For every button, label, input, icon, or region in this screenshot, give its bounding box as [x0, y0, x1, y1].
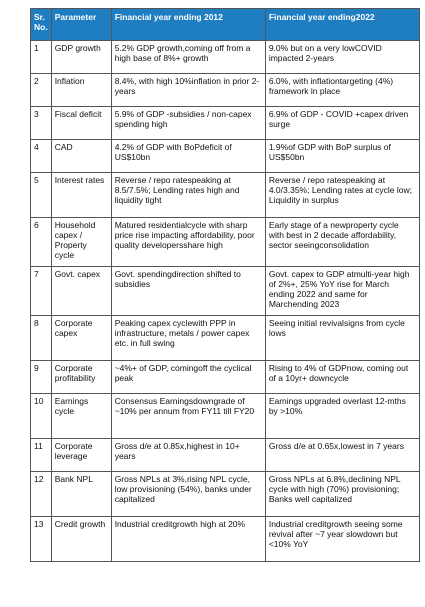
- cell-fy2022: 6.0%, with inflationtargeting (4%) framework in place: [265, 74, 419, 107]
- cell-fy2022: Gross d/e at 0.65x,lowest in 7 years: [265, 439, 419, 472]
- cell-sr-no: 4: [31, 140, 52, 173]
- cell-fy2022: Early stage of a newproperty cycle with best in 2 decade affordability, sector seeingconsolidation: [265, 218, 419, 267]
- cell-sr-no: 2: [31, 74, 52, 107]
- cell-sr-no: 7: [31, 267, 52, 316]
- cell-sr-no: 13: [31, 517, 52, 562]
- table-row: [31, 218, 420, 267]
- cell-fy2022: 9.0% but on a very lowCOVID impacted 2-years: [265, 41, 419, 74]
- cell-fy2022: 1.9%of GDP with BoP surplus of US$50bn: [265, 140, 419, 173]
- cell-sr-no: 8: [31, 316, 52, 361]
- cell-fy2022: Seeing initial revivalsigns from cycle lows: [265, 316, 419, 361]
- header-sr-no: Sr. No.: [31, 9, 52, 41]
- cell-fy2012: Peaking capex cyclewith PPP in infrastructure, metals / power capex etc. in full swing: [111, 316, 265, 361]
- cell-parameter: CAD: [51, 140, 111, 173]
- document-page: [30, 0, 420, 607]
- cell-fy2022: Earnings upgraded overlast 12-mths by >10%: [265, 394, 419, 439]
- table-row: [31, 41, 420, 74]
- cell-fy2022: Reverse / repo ratespeaking at 4.0/3.35%; Lending rates at cycle low; Liquidity in surplus: [265, 173, 419, 218]
- cropped-text-strip: [30, 0, 420, 8]
- cell-fy2012: Reverse / repo ratespeaking at 8.5/7.5%; Lending rates high and liquidity tight: [111, 173, 265, 218]
- cell-fy2012: ~4%+ of GDP, comingoff the cyclical peak: [111, 361, 265, 394]
- cell-parameter: Earnings cycle: [51, 394, 111, 439]
- cell-fy2022: Industrial creditgrowth seeing some revival after ~7 year slowdown but <10% YoY: [265, 517, 419, 562]
- cell-sr-no: 5: [31, 173, 52, 218]
- table-row: [31, 472, 420, 517]
- cell-sr-no: 9: [31, 361, 52, 394]
- table-row: [31, 107, 420, 140]
- cell-parameter: Bank NPL: [51, 472, 111, 517]
- table-row: [31, 394, 420, 439]
- table-row: [31, 267, 420, 316]
- cell-sr-no: 3: [31, 107, 52, 140]
- cell-sr-no: 12: [31, 472, 52, 517]
- cell-fy2022: Gross NPLs at 6.8%,declining NPL cycle with high (70%) provisioning; Banks well capitalized: [265, 472, 419, 517]
- header-parameter: Parameter: [51, 9, 111, 41]
- header-fy2012: Financial year ending 2012: [111, 9, 265, 41]
- table-header: [31, 9, 420, 41]
- header-row: [31, 9, 420, 41]
- cell-sr-no: 6: [31, 218, 52, 267]
- table-row: [31, 439, 420, 472]
- cell-fy2012: Gross d/e at 0.85x,highest in 10+ years: [111, 439, 265, 472]
- cell-parameter: Inflation: [51, 74, 111, 107]
- table-row: [31, 361, 420, 394]
- cell-fy2012: Gross NPLs at 3%,rising NPL cycle, low provisioning (54%), banks under capitalized: [111, 472, 265, 517]
- cell-parameter: GDP growth: [51, 41, 111, 74]
- cell-fy2012: Govt. spendingdirection shifted to subsidies: [111, 267, 265, 316]
- table-row: [31, 517, 420, 562]
- cell-fy2012: 4.2% of GDP with BoPdeficit of US$10bn: [111, 140, 265, 173]
- cell-parameter: Corporate leverage: [51, 439, 111, 472]
- cell-fy2012: 8.4%, with high 10%inflation in prior 2-years: [111, 74, 265, 107]
- cell-fy2012: 5.9% of GDP -subsidies / non-capex spending high: [111, 107, 265, 140]
- cell-parameter: Interest rates: [51, 173, 111, 218]
- cell-fy2012: Matured residentialcycle with sharp price rise impacting affordability, poor quality developersshare high: [111, 218, 265, 267]
- cell-fy2012: Consensus Earningsdowngrade of ~10% per annum from FY11 till FY20: [111, 394, 265, 439]
- cell-parameter: Household capex / Property cycle: [51, 218, 111, 267]
- table-row: [31, 140, 420, 173]
- comparison-table: [30, 8, 420, 562]
- cell-fy2012: 5.2% GDP growth,coming off from a high base of 8%+ growth: [111, 41, 265, 74]
- table-row: [31, 74, 420, 107]
- table-row: [31, 316, 420, 361]
- cell-fy2022: Govt. capex to GDP atmulti-year high of 2%+, 25% YoY rise for March ending 2022 and same for Marchending 2023: [265, 267, 419, 316]
- cell-parameter: Corporate profitability: [51, 361, 111, 394]
- cell-fy2012: Industrial creditgrowth high at 20%: [111, 517, 265, 562]
- cell-fy2022: 6.9% of GDP - COVID +capex driven surge: [265, 107, 419, 140]
- cell-parameter: Govt. capex: [51, 267, 111, 316]
- cell-parameter: Credit growth: [51, 517, 111, 562]
- cell-parameter: Corporate capex: [51, 316, 111, 361]
- table-body: [31, 41, 420, 562]
- table-row: [31, 173, 420, 218]
- cell-fy2022: Rising to 4% of GDPnow, coming out of a 10yr+ downcycle: [265, 361, 419, 394]
- header-fy2022: Financial year ending2022: [265, 9, 419, 41]
- cell-sr-no: 1: [31, 41, 52, 74]
- cell-parameter: Fiscal deficit: [51, 107, 111, 140]
- cell-sr-no: 10: [31, 394, 52, 439]
- cell-sr-no: 11: [31, 439, 52, 472]
